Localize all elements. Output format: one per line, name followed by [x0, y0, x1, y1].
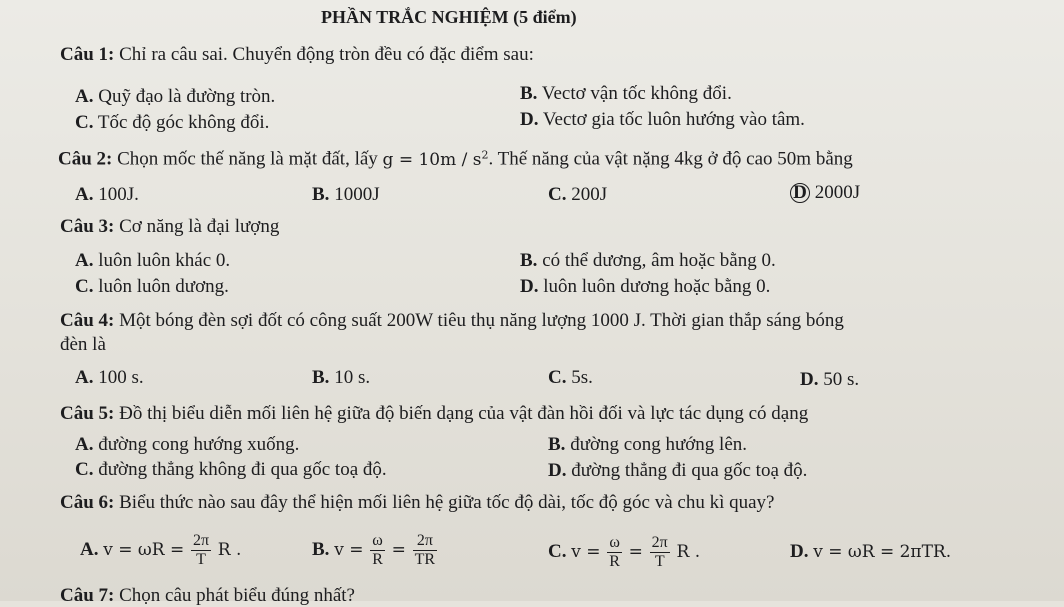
fraction: $\frac{2\pi}{TR}$ [414, 532, 436, 569]
question-2-label: Câu 2: [58, 148, 113, 170]
q4-option-b: B. 10 s. [312, 367, 371, 388]
q5-option-d: D. đường thẳng đi qua gốc toạ độ. [548, 460, 808, 481]
q4-option-c: C. 5s. [548, 367, 593, 388]
section-title: PHẦN TRẮC NGHIỆM (5 điểm) [321, 7, 577, 27]
q1-option-c: C. Tốc độ góc không đổi. [75, 112, 270, 133]
q5-option-a: A. đường cong hướng xuống. [75, 434, 300, 455]
question-5: Câu 5: Đồ thị biểu diễn mối liên hệ giữa độ biến dạng của vật đàn hồi đối và lực tác dụng có dạng [60, 403, 809, 424]
question-5-label: Câu 5: [60, 403, 115, 424]
question-3-label: Câu 3: [60, 216, 115, 237]
q2-option-b: B. 1000J [312, 184, 380, 205]
q6-option-a: A. v = ωR = $\frac{2\pi}{T}$ R . [80, 532, 242, 569]
q6-option-d: D. v = ωR = 2πTR. [790, 541, 952, 562]
gravity-formula: $g = 10m / s^2$ [382, 148, 489, 170]
question-2: Câu 2: Chọn mốc thế năng là mặt đất, lấy $g = 10m / s^2$. Thế năng của vật nặng 4kg ở độ cao 50m bằng [58, 148, 853, 170]
question-7: Câu 7: Chọn câu phát biểu đúng nhất? [60, 585, 355, 606]
question-6: Câu 6: Biểu thức nào sau đây thể hiện mối liên hệ giữa tốc độ dài, tốc độ góc và chu kì quay? [60, 492, 775, 513]
fraction: $\frac{\omega}{R}$ [372, 532, 383, 569]
question-3: Câu 3: Cơ năng là đại lượng [60, 216, 280, 237]
question-4-label: Câu 4: [60, 310, 115, 331]
question-4-continued: đèn là [60, 334, 106, 355]
q5-option-b: B. đường cong hướng lên. [548, 434, 748, 455]
q5-option-c: C. đường thẳng không đi qua gốc toạ độ. [75, 459, 387, 480]
fraction: $\frac{2\pi}{T}$ [651, 534, 668, 571]
question-7-label: Câu 7: [60, 585, 115, 606]
q6-option-b: B. v = $\frac{\omega}{R}$ = $\frac{2\pi}{TR}$ [312, 532, 436, 569]
question-4: Câu 4: Một bóng đèn sợi đốt có công suất 200W tiêu thụ năng lượng 1000 J. Thời gian thắp sáng bóng [60, 310, 844, 331]
q6-option-c: C. v = $\frac{\omega}{R}$ = $\frac{2\pi}{T}$ R . [548, 534, 701, 571]
selected-answer-circle: D [790, 183, 810, 203]
q3-option-d: D. luôn luôn dương hoặc bằng 0. [520, 276, 771, 297]
question-1-label: Câu 1: [60, 44, 115, 65]
q2-option-d: D 2000J [790, 182, 860, 204]
q4-option-d: D. 50 s. [800, 369, 860, 390]
q1-option-b: B. Vectơ vận tốc không đổi. [520, 83, 732, 104]
q1-option-a: A. Quỹ đạo là đường tròn. [75, 86, 276, 107]
q3-option-b: B. có thể dương, âm hoặc bằng 0. [520, 250, 776, 271]
q2-option-c: C. 200J [548, 184, 608, 205]
question-1-text: Chỉ ra câu sai. Chuyển động tròn đều có đặc điểm sau: [119, 44, 534, 65]
fraction: $\frac{\omega}{R}$ [609, 534, 620, 571]
question-6-label: Câu 6: [60, 492, 115, 513]
q2-option-a: A. 100J. [75, 184, 139, 205]
fraction: $\frac{2\pi}{T}$ [192, 532, 210, 569]
q3-option-a: A. luôn luôn khác 0. [75, 250, 231, 271]
question-1 [60, 44, 534, 66]
q4-option-a: A. 100 s. [75, 367, 144, 388]
q3-option-c: C. luôn luôn dương. [75, 276, 229, 297]
q1-option-d: D. Vectơ gia tốc luôn hướng vào tâm. [520, 109, 805, 130]
